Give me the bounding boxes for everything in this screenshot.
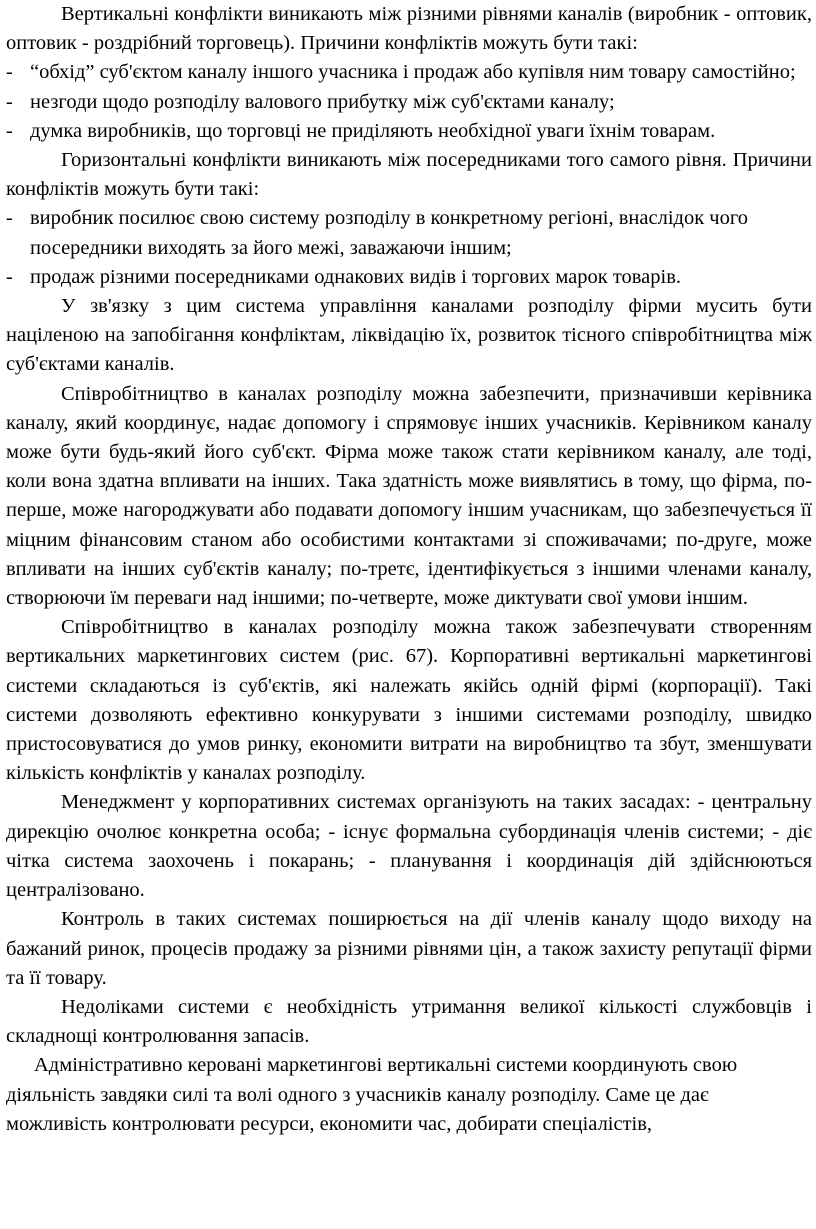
paragraph-cooperation-leader: Співробітництво в каналах розподілу можна забезпечити, призначивши керівника каналу, який координує, надає допомогу і спрямовує інших учасників. Керівником каналу може бути будь-який його суб'єкт. Фірма може також стати керівником каналу, але тоді, коли вона здатна впливати на інших. Така здатність може виявлятись в тому, що фірма, по-перше, може нагороджувати або подавати допомогу іншим учасникам, що забезпечується її міцним фінансовим станом або особистими контактами зі споживачами; по-друге, може впливати на інших суб'єктів каналу; по-третє, ідентифікується з іншими членами каналу, створюючи їм переваги над іншими; по-четверте, може диктувати свої умови іншим. <box>6 382 812 610</box>
list-item-text: думка виробників, що торговці не приділяють необхідної уваги їхнім товарам. <box>30 119 716 142</box>
list-item-text: продаж різними посередниками однакових видів і торгових марок товарів. <box>30 265 682 288</box>
list-marker: - <box>6 90 13 113</box>
document-page <box>6 0 812 1139</box>
list-item <box>6 204 812 262</box>
list-item-text: виробник посилює свою систему розподілу в конкретному регіоні, внаслідок чого посередники виходять за його межі, заважаючи іншим; <box>30 207 748 259</box>
list-marker: - <box>6 207 13 230</box>
list-horizontal-conflict-causes <box>6 204 812 292</box>
list-item <box>6 58 812 87</box>
list-marker: - <box>6 61 13 84</box>
list-item <box>6 263 812 292</box>
list-item <box>6 88 812 117</box>
list-marker: - <box>6 265 13 288</box>
list-item-text: “обхід” суб'єктом каналу іншого учасника і продаж або купівля ним товару самостійно; <box>30 61 796 84</box>
paragraph-administrative-systems: Адміністративно керовані маркетингові вертикальні системи координують свою діяльність завдяки силі та волі одного з учасників каналу розподілу. Саме це дає можливість контролювати ресурси, економити час, добирати спеціалістів, <box>6 1054 738 1135</box>
paragraph-horizontal-conflicts: Горизонтальні конфлікти виникають між посередниками того самого рівня. Причини конфліктів можуть бути такі: <box>6 149 812 201</box>
paragraph-vertical-conflicts: Вертикальні конфлікти виникають між різними рівнями каналів (виробник - оптовик, оптовик - роздрібний торговець). Причини конфліктів можуть бути такі: <box>6 3 812 55</box>
list-vertical-conflict-causes <box>6 58 812 146</box>
paragraph-corporate-management: Менеджмент у корпоративних системах організують на таких засадах: - центральну дирекцію очолює конкретна особа; - існує формальна субординація членів системи; - діє чітка система заохочень і покарань; - планування і координація дій здійснюються централізовано. <box>6 791 812 902</box>
list-item-text: незгоди щодо розподілу валового прибутку між суб'єктами каналу; <box>30 90 615 113</box>
paragraph-vertical-marketing-systems: Співробітництво в каналах розподілу можна також забезпечувати створенням вертикальних маркетингових систем (рис. 67). Корпоративні вертикальні маркетингові системи складаються із суб'єктів, які належать якійсь одній фірмі (корпорації). Такі системи дозволяють ефективно конкурувати з іншими системами розподілу, швидко пристосовуватися до умов ринку, економити витрати на виробництво та збут, зменшувати кількість конфліктів у каналах розподілу. <box>6 616 812 785</box>
list-item <box>6 117 812 146</box>
paragraph-control: Контроль в таких системах поширюється на дії членів каналу щодо виходу на бажаний ринок, процесів продажу за різними рівнями цін, а також захисту репутації фірми та її товару. <box>6 908 812 989</box>
paragraph-channel-management: У зв'язку з цим система управління каналами розподілу фірми мусить бути націленою на запобігання конфліктам, ліквідацію їх, розвиток тісного співробітництва між суб'єктами каналів. <box>6 295 812 376</box>
list-marker: - <box>6 119 13 142</box>
paragraph-drawbacks: Недоліками системи є необхідність утримання великої кількості службовців і складнощі контролювання запасів. <box>6 995 812 1048</box>
